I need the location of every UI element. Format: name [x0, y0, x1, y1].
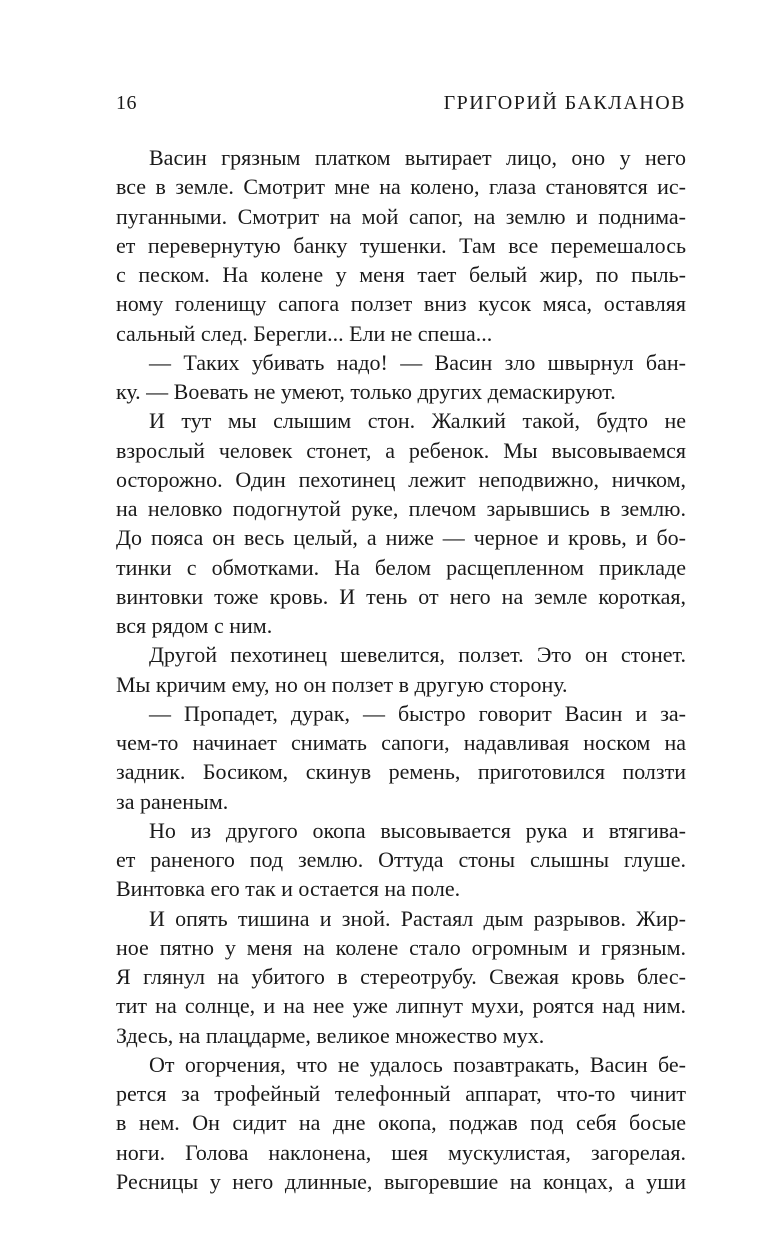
text-line: И тут мы слышим стон. Жалкий такой, будто не [149, 408, 686, 434]
text-line: тинки с обмотками. На белом расщепленном прикладе [116, 554, 686, 580]
text-line: вся рядом с ним. [116, 613, 273, 638]
text-line: — Пропадет, дурак, — быстро говорит Васин и за- [149, 700, 686, 726]
text-line: взрослый человек стонет, а ребенок. Мы высовываемся [116, 437, 686, 463]
text-line: рется за трофейный телефонный аппарат, что-то чинит [116, 1081, 686, 1106]
text-line: ку. — Воевать не умеют, только других демаскируют. [116, 379, 616, 404]
text-line: Здесь, на плацдарме, великое множество мух. [116, 1022, 545, 1048]
text-line: ноги. Голова наклонена, шея мускулистая, загорелая. [116, 1139, 686, 1165]
text-line: на неловко подогнутой руке, плечом зарывшись в землю. [116, 496, 686, 521]
body-text [116, 143, 686, 1196]
text-line: винтовки тоже кровь. И тень от него на земле короткая, [116, 583, 686, 609]
text-line: Другой пехотинец шевелится, ползет. Это он стонет. [149, 642, 686, 668]
text-line: — Таких убивать надо! — Васин зло швырнул бан- [149, 349, 686, 375]
text-line: в нем. Он сидит на дне окопа, поджав под себя босые [116, 1110, 686, 1136]
text-line: чем-то начинает снимать сапоги, надавливая носком на [116, 730, 686, 755]
text-line: До пояса он весь целый, а ниже — черное и кровь, и бо- [116, 525, 686, 551]
text-line: Винтовка его так и остается на поле. [116, 876, 461, 902]
text-line: тит на солнце, и на нее уже липнут мухи, роятся над ним. [116, 993, 686, 1019]
text-line: за раненым. [116, 788, 229, 814]
text-line: Ресницы у него длинные, выгоревшие на концах, а уши [116, 1168, 686, 1194]
text-line: ет перевернутую банку тушенки. Там все перемешалось [116, 232, 686, 258]
text-line: И опять тишина и зной. Растаял дым разрывов. Жир- [149, 905, 686, 931]
text-line: От огорчения, что не удалось позавтракать, Васин бе- [149, 1051, 686, 1077]
text-line: Я глянул на убитого в стереотрубу. Свежая кровь блес- [116, 964, 686, 989]
text-line: ное пятно у меня на колене стало огромным и грязным. [116, 934, 686, 960]
text-line: все в земле. Смотрит мне на колено, глаза становятся ис- [116, 174, 686, 200]
text-line: осторожно. Один пехотинец лежит неподвижно, ничком, [116, 466, 686, 492]
text-line: с песком. На колене у меня тает белый жир, по пыль- [116, 262, 686, 287]
text-line: ет раненого под землю. Оттуда стоны слышны глуше. [116, 847, 686, 872]
running-head: ГРИГОРИЙ БАКЛАНОВ [443, 92, 686, 114]
text-line: задник. Босиком, скинув ремень, приготовился ползти [116, 759, 686, 785]
text-line: пуганными. Смотрит на мой сапог, на землю и поднима- [116, 203, 686, 229]
text-line: ному голенищу сапога ползет вниз кусок мяса, оставляя [116, 291, 686, 317]
page-number: 16 [116, 92, 137, 114]
text-line: Мы кричим ему, но он ползет в другую сторону. [116, 671, 568, 697]
text-line: Васин грязным платком вытирает лицо, оно у него [149, 145, 686, 170]
text-line: сальный след. Берегли... Ели не спеша... [116, 320, 493, 346]
text-line: Но из другого окопа высовывается рука и втягива- [149, 817, 686, 843]
page-header [116, 92, 686, 122]
